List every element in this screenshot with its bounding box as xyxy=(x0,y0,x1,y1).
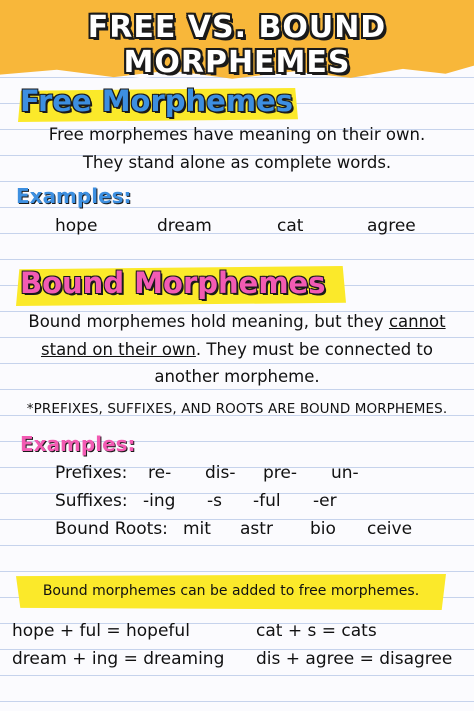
bound-definition-line-3: another morpheme. xyxy=(154,367,320,386)
bound-definition-line-1 xyxy=(0,312,474,331)
prefix-item: re- xyxy=(148,463,172,483)
bound-definition-underlined: cannot xyxy=(388,312,446,331)
prefixes-label: Prefixes: xyxy=(55,463,128,483)
equation: dream + ing = dreaming xyxy=(12,649,225,669)
roots-label: Bound Roots: xyxy=(55,519,168,539)
root-item: mit xyxy=(183,519,211,539)
root-item: ceive xyxy=(367,519,413,539)
free-definition-line-1: Free morphemes have meaning on their own. xyxy=(48,125,426,144)
suffix-item: -s xyxy=(207,491,222,511)
combine-rule: Bound morphemes can be added to free morphemes. xyxy=(42,583,420,599)
equation: dis + agree = disagree xyxy=(256,649,453,669)
bound-definition-underlined: stand on their own xyxy=(41,340,196,359)
bound-note: *PREFIXES, SUFFIXES, AND ROOTS ARE BOUND MORPHEMES. xyxy=(26,401,448,417)
suffix-item: -ful xyxy=(253,491,281,511)
free-morphemes-heading: Free Morphemes xyxy=(20,84,293,118)
suffixes-label: Suffixes: xyxy=(55,491,128,511)
free-example-word: cat xyxy=(277,216,304,236)
equation: hope + ful = hopeful xyxy=(12,621,190,641)
root-item: bio xyxy=(310,519,336,539)
prefix-item: dis- xyxy=(205,463,236,483)
bound-morphemes-heading: Bound Morphemes xyxy=(20,266,326,300)
page-title: FREE VS. BOUND MORPHEMES xyxy=(87,10,387,80)
prefix-item: un- xyxy=(331,463,359,483)
free-example-word: dream xyxy=(157,216,212,236)
free-examples-label: Examples: xyxy=(16,184,132,208)
equation: cat + s = cats xyxy=(256,621,377,641)
root-item: astr xyxy=(240,519,273,539)
suffix-item: -ing xyxy=(143,491,176,511)
bound-examples-label: Examples: xyxy=(20,432,136,456)
free-example-word: agree xyxy=(367,216,416,236)
suffix-item: -er xyxy=(313,491,337,511)
bound-definition-line-2 xyxy=(0,340,474,359)
bound-definition-text: Bound morphemes hold meaning, but they xyxy=(28,312,389,331)
prefix-item: pre- xyxy=(263,463,297,483)
bound-definition-text: . They must be connected to xyxy=(195,340,433,359)
free-example-word: hope xyxy=(55,216,98,236)
free-definition-line-2: They stand alone as complete words. xyxy=(82,153,392,172)
